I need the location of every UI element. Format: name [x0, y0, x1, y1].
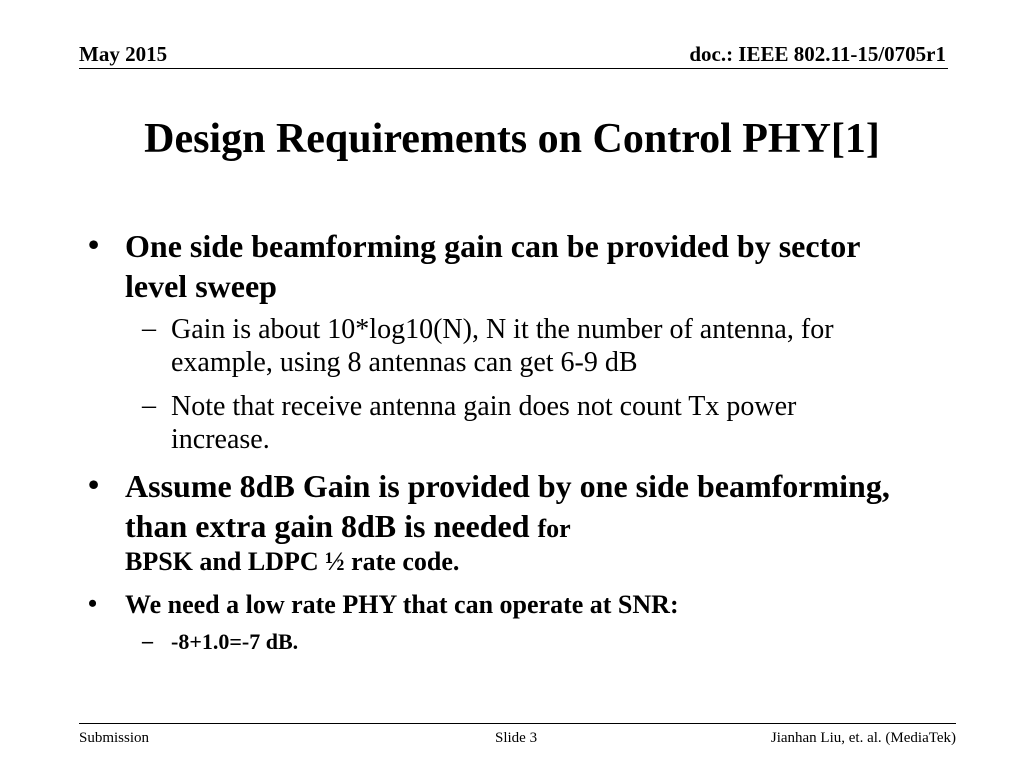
sub-bullet-marker: – — [142, 628, 153, 653]
sub-bullet-3-1-text: -8+1.0=-7 dB. — [171, 629, 299, 654]
sub-bullet-1-1-text: Gain is about 10*log10(N), N it the number of antenna, for example, using 8 antennas can get 6-9 dB — [171, 314, 834, 378]
sub-bullet-marker: – — [142, 313, 156, 344]
bullet-2-main-text: Assume 8dB Gain is provided by one side beamforming, than extra gain 8dB is needed — [125, 468, 890, 544]
slide-title: Design Requirements on Control PHY[1] — [144, 116, 880, 162]
footer-divider — [79, 723, 956, 724]
footer-slide-number: Slide 3 — [495, 730, 538, 746]
header-doc-id: doc.: IEEE 802.11-15/0705r1 — [689, 42, 946, 66]
sub-bullet-1-2-text: Note that receive antenna gain does not count Tx power increase. — [171, 391, 797, 455]
header-date: May 2015 — [79, 42, 168, 66]
bullet-2-line3-text: BPSK and LDPC ½ rate code. — [125, 547, 460, 576]
bullet-1-text: One side beamforming gain can be provided by sector level sweep — [125, 228, 860, 304]
bullet-marker: • — [88, 466, 100, 502]
sub-bullet-marker: – — [142, 390, 156, 421]
footer-author: Jianhan Liu, et. al. (MediaTek) — [770, 730, 956, 746]
header-divider — [79, 68, 948, 69]
bullet-marker: • — [88, 589, 98, 618]
bullet-2-text — [125, 466, 915, 549]
bullet-marker: • — [88, 226, 100, 262]
bullet-2-small-text: for — [537, 514, 571, 543]
bullet-3-text: We need a low rate PHY that can operate at SNR: — [125, 590, 679, 619]
footer-submission: Submission — [79, 730, 150, 746]
